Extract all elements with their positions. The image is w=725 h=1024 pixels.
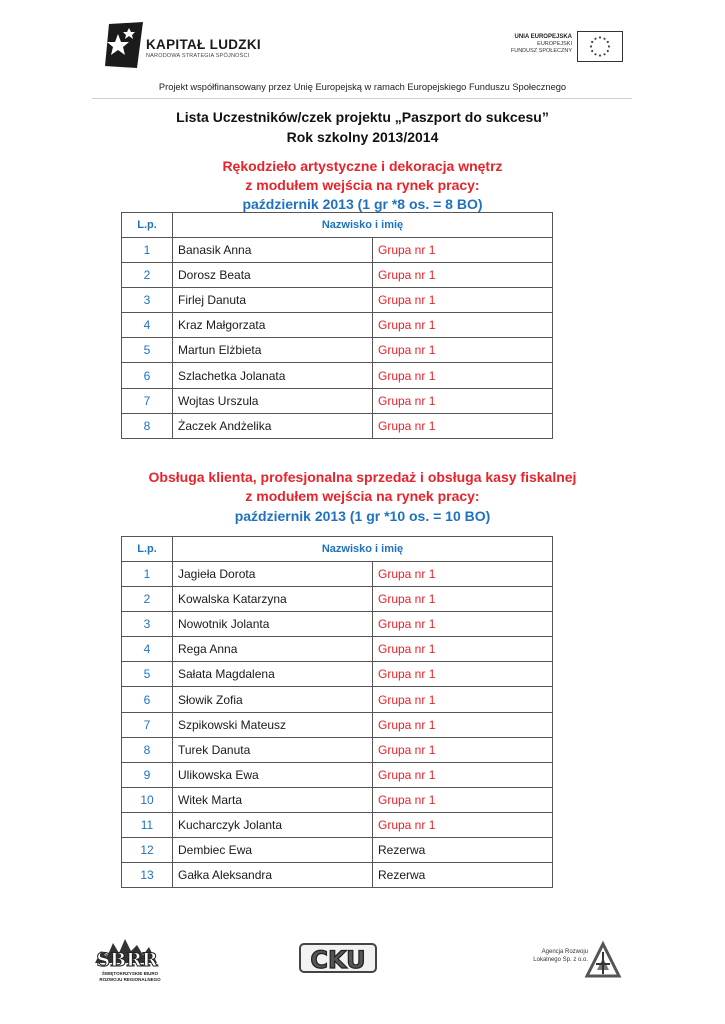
kapital-ludzki-wordmark (146, 37, 261, 60)
table-row (122, 762, 553, 787)
row-number: 5 (122, 338, 173, 363)
table-row (122, 587, 553, 612)
group-assignment: Grupa nr 1 (373, 288, 553, 313)
eu-star (607, 50, 609, 52)
group-assignment: Grupa nr 1 (373, 338, 553, 363)
participant-name: Rega Anna (173, 637, 373, 662)
participant-name: Żaczek Andżelika (173, 413, 373, 438)
eu-star (599, 36, 601, 38)
row-number: 6 (122, 687, 173, 712)
table-row (122, 687, 553, 712)
group-assignment: Grupa nr 1 (373, 413, 553, 438)
row-number: 12 (122, 838, 173, 863)
ard-logo-icon (583, 940, 623, 980)
row-number: 8 (122, 413, 173, 438)
eu-star (607, 41, 609, 43)
group-assignment: Grupa nr 1 (373, 812, 553, 837)
table-row (122, 662, 553, 687)
row-number: 5 (122, 662, 173, 687)
table-row (122, 712, 553, 737)
participant-name: Banasik Anna (173, 238, 373, 263)
header-divider (92, 98, 632, 99)
table-row (122, 562, 553, 587)
row-number: 8 (122, 737, 173, 762)
ard-name-line-2: Lokalnego Sp. z o.o. (533, 957, 588, 963)
group-assignment: Grupa nr 1 (373, 637, 553, 662)
table-row (122, 288, 553, 313)
course-2-term: październik 2013 (1 gr *10 os. = 10 BO) (234, 508, 491, 524)
eu-label (498, 34, 572, 55)
eu-flag-icon (577, 31, 623, 62)
kapital-ludzki-title: KAPITAŁ LUDZKI (146, 37, 261, 52)
participant-name: Martun Elżbieta (173, 338, 373, 363)
eu-star (599, 54, 601, 56)
table-row (122, 363, 553, 388)
row-number: 2 (122, 587, 173, 612)
participant-name: Kowalska Katarzyna (173, 587, 373, 612)
kapital-ludzki-subtitle: NARODOWA STRATEGIA SPÓJNOŚCI (146, 53, 250, 59)
participants-table-1 (121, 212, 553, 439)
cofinancing-note: Projekt współfinansowany przez Unię Europejską w ramach Europejskiego Funduszu Społecznego (158, 82, 567, 92)
row-number: 2 (122, 263, 173, 288)
row-number: 3 (122, 288, 173, 313)
eu-star (603, 53, 605, 55)
eu-fund-line-1: EUROPEJSKI (537, 41, 572, 47)
column-header-lp: L.p. (122, 213, 173, 238)
row-number: 7 (122, 388, 173, 413)
course-1-term: październik 2013 (1 gr *8 os. = 8 BO) (242, 196, 483, 212)
column-header-name: Nazwisko i imię (173, 537, 553, 562)
table-row (122, 838, 553, 863)
row-number: 1 (122, 562, 173, 587)
ard-name (518, 948, 588, 964)
course-1-title-line-1: Rękodzieło artystyczne i dekoracja wnętrz (222, 158, 503, 174)
row-number: 11 (122, 812, 173, 837)
group-assignment: Grupa nr 1 (373, 263, 553, 288)
group-assignment: Grupa nr 1 (373, 238, 553, 263)
school-year: Rok szkolny 2013/2014 (286, 129, 439, 145)
participant-name: Sałata Magdalena (173, 662, 373, 687)
sbrr-logo-text: SBRR (96, 949, 158, 971)
participants-table-2 (121, 536, 553, 888)
ard-name-line-1: Agencja Rozwoju (541, 949, 588, 955)
eu-star (608, 45, 610, 47)
participant-name: Dembiec Ewa (173, 838, 373, 863)
participant-name: Firlej Danuta (173, 288, 373, 313)
course-2-title-line-1: Obsługa klienta, profesjonalna sprzedaż i obsługa kasy fiskalnej (148, 469, 577, 485)
table-header-row (122, 537, 553, 562)
sbrr-caption-line-2: ROZWOJU REGIONALNEGO (99, 977, 161, 982)
participant-name: Gałka Aleksandra (173, 863, 373, 888)
table-row (122, 313, 553, 338)
eu-fund-line-2: FUNDUSZ SPOŁECZNY (510, 48, 572, 54)
table-row (122, 637, 553, 662)
participant-name: Jagieła Dorota (173, 562, 373, 587)
group-assignment: Grupa nr 1 (373, 762, 553, 787)
eu-star (594, 38, 596, 40)
course-1-title-line-2: z modułem wejścia na rynek pracy: (245, 177, 480, 193)
participant-name: Dorosz Beata (173, 263, 373, 288)
row-number: 7 (122, 712, 173, 737)
group-assignment: Grupa nr 1 (373, 388, 553, 413)
group-assignment: Grupa nr 1 (373, 737, 553, 762)
table-row (122, 338, 553, 363)
sbrr-caption (90, 971, 170, 983)
group-assignment: Grupa nr 1 (373, 662, 553, 687)
row-number: 6 (122, 363, 173, 388)
group-assignment: Grupa nr 1 (373, 313, 553, 338)
table-row (122, 787, 553, 812)
participant-name: Kraz Małgorzata (173, 313, 373, 338)
table-row (122, 263, 553, 288)
participant-name: Witek Marta (173, 787, 373, 812)
eu-star (603, 38, 605, 40)
table-row (122, 238, 553, 263)
table-row (122, 863, 553, 888)
cku-logo-text: CKU (310, 946, 366, 974)
group-assignment: Grupa nr 1 (373, 363, 553, 388)
row-number: 4 (122, 637, 173, 662)
group-assignment: Rezerwa (373, 863, 553, 888)
table-row (122, 737, 553, 762)
eu-name: UNIA EUROPEJSKA (514, 34, 572, 40)
eu-star (590, 45, 592, 47)
table-row (122, 612, 553, 637)
participant-name: Turek Danuta (173, 737, 373, 762)
group-assignment: Grupa nr 1 (373, 687, 553, 712)
row-number: 9 (122, 762, 173, 787)
course-2-title-line-2: z modułem wejścia na rynek pracy: (245, 488, 480, 504)
cku-logo-icon (298, 941, 378, 975)
group-assignment: Grupa nr 1 (373, 787, 553, 812)
group-assignment: Grupa nr 1 (373, 712, 553, 737)
row-number: 13 (122, 863, 173, 888)
group-assignment: Grupa nr 1 (373, 587, 553, 612)
group-assignment: Grupa nr 1 (373, 562, 553, 587)
row-number: 1 (122, 238, 173, 263)
row-number: 3 (122, 612, 173, 637)
participant-name: Wojtas Urszula (173, 388, 373, 413)
row-number: 10 (122, 787, 173, 812)
participant-name: Ulikowska Ewa (173, 762, 373, 787)
group-assignment: Rezerwa (373, 838, 553, 863)
eu-star (594, 53, 596, 55)
table-row (122, 812, 553, 837)
table-row (122, 388, 553, 413)
participant-name: Kucharczyk Jolanta (173, 812, 373, 837)
table-header-row (122, 213, 553, 238)
column-header-name: Nazwisko i imię (173, 213, 553, 238)
eu-star (591, 50, 593, 52)
column-header-lp: L.p. (122, 537, 173, 562)
group-assignment: Grupa nr 1 (373, 612, 553, 637)
participant-name: Szlachetka Jolanata (173, 363, 373, 388)
row-number: 4 (122, 313, 173, 338)
eu-star (591, 41, 593, 43)
document-title: Lista Uczestników/czek projektu „Paszport do sukcesu” (176, 109, 549, 125)
sbrr-caption-line-1: ŚWIĘTOKRZYSKIE BIURO (101, 971, 159, 976)
kapital-ludzki-logo-icon (103, 22, 145, 70)
table-row (122, 413, 553, 438)
participant-name: Nowotnik Jolanta (173, 612, 373, 637)
participant-name: Słowik Zofia (173, 687, 373, 712)
participant-name: Szpikowski Mateusz (173, 712, 373, 737)
